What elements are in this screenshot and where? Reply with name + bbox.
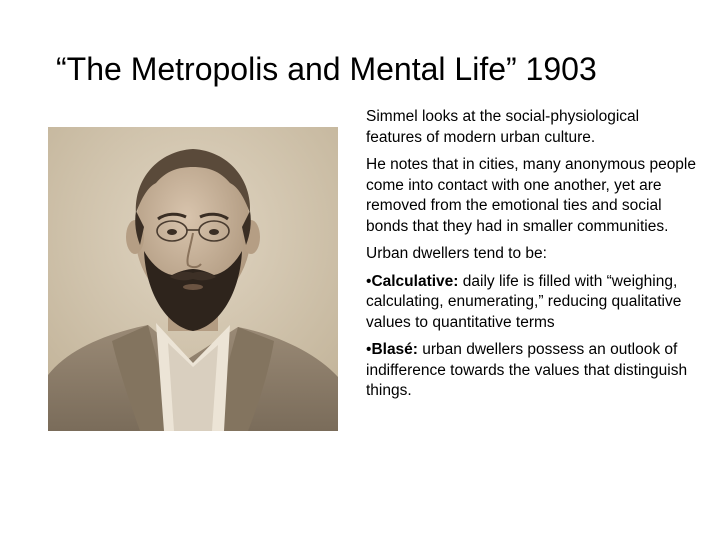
bullet-blase (366, 340, 696, 402)
bullet-marker: • (366, 272, 372, 290)
urban-dwellers-paragraph: Urban dwellers tend to be: (366, 245, 547, 262)
intro-paragraph: Simmel looks at the social-physiological features of modern urban culture. (366, 108, 640, 146)
bullet-text: urban dwellers possess an outlook of indifference towards the values that distinguish things. (366, 341, 688, 399)
slide-body (366, 107, 696, 409)
bullet-term: Blasé: (371, 341, 418, 358)
portrait-photo (48, 127, 338, 431)
slide-title: “The Metropolis and Mental Life” 1903 (56, 51, 597, 87)
bullet-calculative (366, 272, 696, 334)
bullet-term: Calculative: (371, 272, 459, 290)
cities-paragraph: He notes that in cities, many anonymous people come into contact with one another, yet are removed from the emotional ties and social bonds that they had in smaller communities. (366, 156, 696, 235)
portrait-photo-icon (48, 127, 338, 431)
bullet-marker: • (366, 341, 372, 358)
bullet-text: daily life is filled with “weighing, calculating, enumerating,” reducing qualitative values to quantitative terms (366, 272, 682, 331)
